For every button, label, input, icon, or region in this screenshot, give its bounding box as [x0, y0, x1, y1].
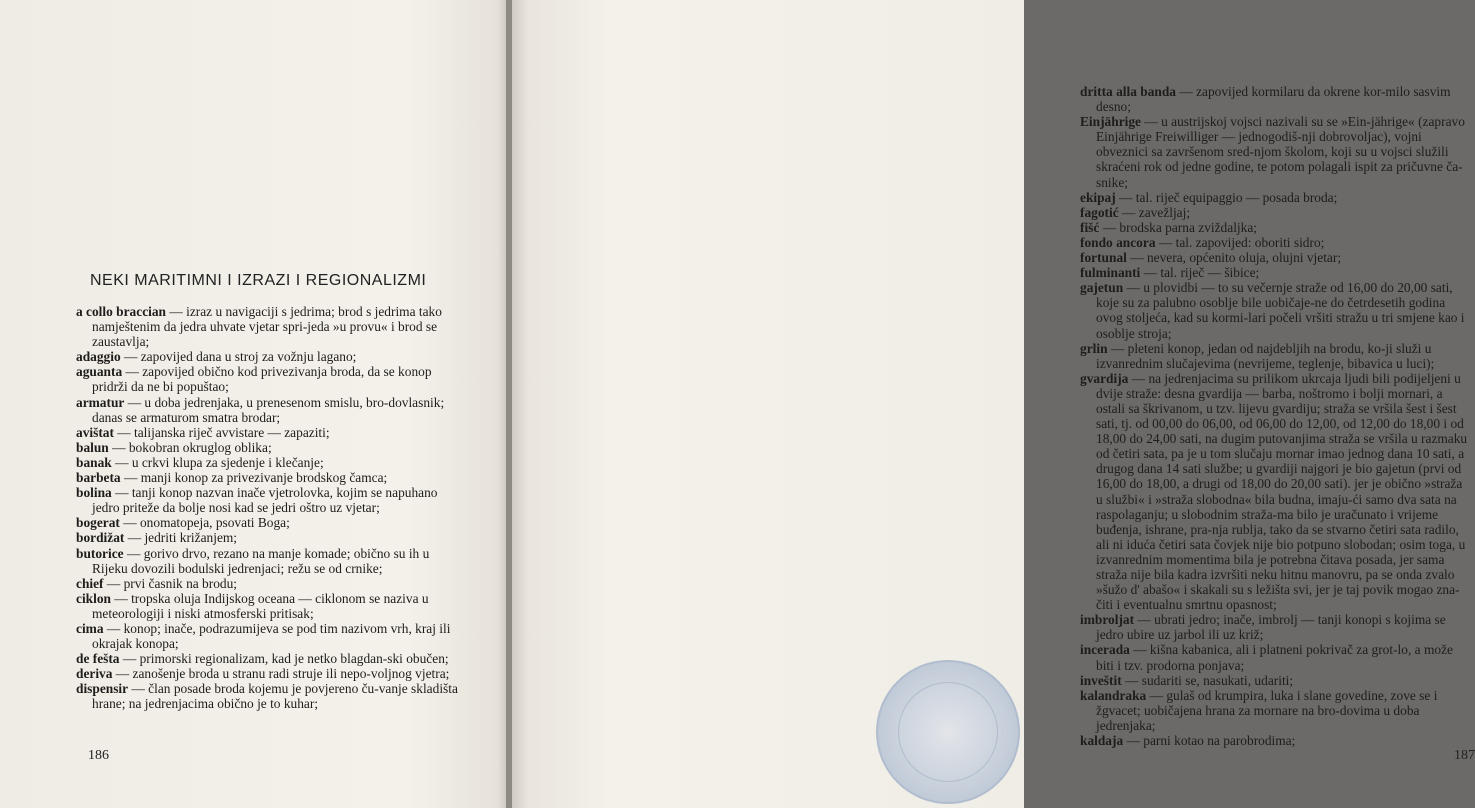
glossary-entry	[76, 576, 460, 591]
entry-definition: — pleteni konop, jedan od najdebljih na brodu, ko-ji služi u izvanrednim slučajevima (nevrijeme, teglenje, bibavica u luci);	[1096, 340, 1435, 371]
glossary-entry	[76, 395, 460, 425]
glossary-entry	[1080, 220, 1468, 235]
entry-term: incerada	[1080, 642, 1130, 658]
entry-term: fortunal	[1080, 250, 1127, 266]
entry-definition: — zapovijed dana u stroj za vožnju lagano;	[120, 349, 357, 365]
glossary-entry	[76, 530, 460, 545]
library-stamp	[876, 660, 1020, 804]
entry-definition: — izraz u navigaciji s jedrima; brod s jedrima tako namještenim da jedra uhvate vjetar spri-jeda »u provu« i brod se zaustavlja;	[92, 304, 442, 350]
entry-definition: — tal. riječ equipaggio — posada broda;	[1115, 189, 1338, 205]
entry-definition: — tal. zapovijed: oboriti sidro;	[1155, 234, 1325, 250]
glossary-entry	[1080, 733, 1468, 748]
glossary-entry	[1080, 673, 1468, 688]
glossary-entry	[76, 349, 460, 364]
glossary-entry	[76, 485, 460, 515]
left-entry-list	[76, 304, 460, 712]
glossary-entry	[1080, 688, 1468, 733]
right-entry-list	[1080, 84, 1468, 748]
glossary-entry	[76, 470, 460, 485]
glossary-entry	[1080, 280, 1468, 340]
entry-definition: — prvi časnik na brodu;	[103, 575, 238, 591]
entry-term: bordižat	[76, 530, 125, 546]
entry-term: imbroljat	[1080, 612, 1135, 628]
entry-definition: — sudariti se, nasukati, udariti;	[1121, 672, 1294, 688]
entry-definition: — nevera, općenito oluja, olujni vjetar;	[1126, 250, 1342, 266]
entry-definition: — u austrijskoj vojsci nazivali su se »Ein-jährige« (zapravo Einjährige Freiwilliger — jednogodiš-nji dobrovoljac), vojni obveznici sa završenom sred-njom školom, koji su u vojsci služili skraćeni rok od jedne godine, te potom polagali ispit za pričuvne ča-snike;	[1096, 114, 1465, 190]
entry-term: ekipaj	[1080, 189, 1116, 205]
glossary-entry	[1080, 190, 1468, 205]
entry-definition: — gorivo drvo, rezano na manje komade; obično su ih u Rijeku dovozili bodulski jedrenjaci; režu se od crnike;	[92, 545, 430, 576]
entry-term: grlin	[1080, 340, 1108, 356]
glossary-entry	[1080, 114, 1468, 189]
glossary-entry	[76, 546, 460, 576]
entry-term: armatur	[76, 394, 125, 410]
entry-term: bolina	[76, 485, 112, 501]
entry-term: dritta alla banda	[1080, 84, 1176, 99]
entry-term: fišć	[1080, 219, 1100, 235]
glossary-entry	[1080, 612, 1468, 642]
entry-term: Einjährige	[1080, 114, 1142, 130]
entry-definition: — primorski regionalizam, kad je netko blagdan-ski obučen;	[119, 651, 449, 667]
entry-term: dispensir	[76, 681, 129, 697]
entry-term: ciklon	[76, 590, 111, 606]
entry-definition: — konop; inače, podrazumijeva se pod tim nazivom vrh, kraj ili okrajak konopa;	[92, 620, 451, 652]
glossary-entry	[76, 425, 460, 440]
entry-definition: — tropska oluja Indijskog oceana — ciklonom se naziva u meteorologiji i niski atmosferski pritisak;	[92, 590, 429, 621]
entry-term: avištat	[76, 424, 114, 440]
entry-definition: — član posade broda kojemu je povjereno ču-vanje skladišta hrane; na jedrenjacima obično je to kuhar;	[92, 681, 458, 712]
entry-definition: — gulaš od krumpira, luka i slane govedine, zove se i žgvacet; uobičajena hrana za mornare na bro-dovima u doba jedrenjaka;	[1096, 687, 1438, 733]
entry-definition: — kišna kabanica, ali i platneni pokrivač za grot-lo, a može biti i tzv. prodorna ponjava;	[1096, 642, 1453, 673]
entry-term: cima	[76, 620, 104, 636]
entry-term: adaggio	[76, 349, 121, 365]
page-number-left: 186	[88, 748, 109, 763]
entry-term: barbeta	[76, 470, 121, 486]
entry-term: kaldaja	[1080, 733, 1124, 749]
entry-term: aguanta	[76, 364, 123, 380]
entry-definition: — tal. riječ — šibice;	[1140, 265, 1260, 281]
entry-term: butorice	[76, 545, 124, 561]
entry-term: fondo ancora	[1080, 234, 1156, 250]
entry-definition: — ubrati jedro; inače, imbrolj — tanji konopi s kojima se jedro ubire uz jarbol ili uz križ;	[1096, 612, 1446, 643]
entry-term: banak	[76, 454, 112, 470]
glossary-entry	[1080, 250, 1468, 265]
glossary-entry	[1080, 642, 1468, 672]
left-page	[0, 0, 508, 808]
entry-definition: — parni kotao na parobrodima;	[1123, 733, 1296, 749]
entry-definition: — onomatopeja, psovati Boga;	[119, 515, 290, 531]
entry-definition: — tanji konop nazvan inače vjetrolovka, kojim se napuhano jedro priteže da bolje nosi kad se jedri oštro uz vjetar;	[92, 485, 438, 516]
section-heading: NEKI MARITIMNI I IZRAZI I REGIONALIZMI	[90, 272, 427, 289]
entry-term: fulminanti	[1080, 265, 1141, 281]
entry-term: bogerat	[76, 515, 120, 531]
entry-term: fagotić	[1080, 204, 1119, 220]
glossary-entry	[1080, 235, 1468, 250]
glossary-entry	[76, 651, 460, 666]
entry-definition: — jedriti križanjem;	[124, 530, 238, 546]
entry-term: deriva	[76, 666, 113, 682]
glossary-entry	[76, 621, 460, 651]
glossary-entry	[1080, 205, 1468, 220]
glossary-entry	[76, 440, 460, 455]
glossary-entry	[76, 681, 460, 711]
glossary-entry	[1080, 341, 1468, 371]
entry-definition: — zapovijed kormilaru da okrene kor-milo sasvim desno;	[1096, 84, 1451, 115]
entry-definition: — u plovidbi — to su večernje straže od 16,00 do 20,00 sati, koje su za palubno osoblje bile uobičaje-ne do četrdesetih godina ovog stoljeća, kad su kormi-lari počeli vršiti stražu u tri smjene kao i osoblje stroja;	[1096, 280, 1465, 341]
entry-definition: — zapovijed obično kod privezivanja broda, da se konop pridrži da ne bi popuštao;	[92, 364, 432, 395]
entry-term: chief	[76, 575, 104, 591]
glossary-entry	[1080, 84, 1468, 114]
entry-term: inveštit	[1080, 672, 1122, 688]
glossary-entry	[76, 455, 460, 470]
page-number-right: 187	[1454, 748, 1475, 763]
entry-definition: — na jedrenjacima su prilikom ukrcaja ljudi bili podijeljeni u dvije straže: desna gvardija — barba, noštromo i bolji mornari, a ostali sa škrivanom, u tzv. lijevu gvardiju; straža se vršila šest i šest sati, tj. od 00,00 do 06,00, od 06,00 do 12,00, od 12,00 do 18,00 i od 18,00 do 24,00 sati, na dugim putovanjima straža se vršila u razmaku od četiri sata, pa je u tom slučaju mornar imao jednog dana 10 sati, a drugog dana 14 sati službe; u gvardiji najgori je bio gajetun (prvi od 16,00 do 18,00, a drugi od 18,00 do 20,00 sati). jer je obično »straža u službi« i »straža slobodna« bila budna, imaju-ći samo dva sata na raspolaganju; u slobodnim straža-ma bilo je uračunato i vrijeme buđenja, ishrane, pra-nja rublja, tako da se stvarno četiri sata radilo, ali ni iduća četiri sata čovjek nije bio potpuno slobodan; osim toga, u izvanrednim momentima bila je potrebna čitava posada, jer sama straža nije bila kadra izvršiti neku hitnu manovru, pa se onda zvalo »šužo d' abašo« i skakali su s ležišta svi, jer je taj povik mogao zna-čiti i eventualnu smrtnu opasnost;	[1096, 370, 1468, 613]
entry-term: gvardija	[1080, 370, 1129, 386]
entry-definition: — u doba jedrenjaka, u prenesenom smislu, bro-dovlasnik; danas se armaturom smatra brodar;	[92, 394, 445, 425]
glossary-entry	[76, 591, 460, 621]
entry-definition: — talijanska riječ avvistare — zapaziti;	[113, 424, 330, 440]
glossary-entry	[1080, 265, 1468, 280]
entry-definition: — manji konop za privezivanje brodskog čamca;	[120, 470, 388, 486]
entry-term: gajetun	[1080, 280, 1124, 296]
glossary-entry	[1080, 371, 1468, 613]
entry-term: kalandraka	[1080, 687, 1147, 703]
entry-definition: — u crkvi klupa za sjedenje i klečanje;	[111, 454, 324, 470]
entry-term: a collo braccian	[76, 304, 167, 319]
entry-definition: — brodska parna zviždaljka;	[1099, 219, 1257, 235]
glossary-entry	[76, 364, 460, 394]
entry-definition: — zavežljaj;	[1118, 204, 1191, 220]
library-stamp-inner-ring	[898, 682, 998, 782]
entry-definition: — zanošenje broda u stranu radi struje ili nepo-voljnog vjetra;	[112, 666, 450, 682]
entry-definition: — bokobran okruglog oblika;	[108, 439, 272, 455]
entry-term: balun	[76, 439, 109, 455]
glossary-entry	[76, 666, 460, 681]
glossary-entry	[76, 304, 460, 349]
glossary-entry	[76, 515, 460, 530]
entry-term: de fešta	[76, 651, 120, 667]
